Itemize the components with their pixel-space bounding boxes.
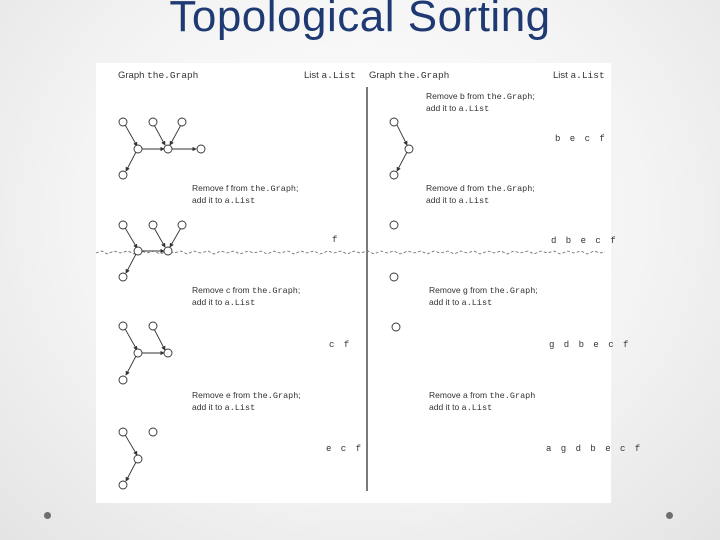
step-a-add: add it to [429, 402, 462, 412]
step-b-list: a.List [458, 104, 490, 114]
step-b-graph: the.Graph [486, 92, 533, 102]
graph-step-5 [390, 221, 398, 281]
left-list-header-prefix: List [304, 70, 322, 81]
step-b-instruction [426, 91, 535, 115]
step-c-add: add it to [192, 297, 225, 307]
step-e-add: add it to [192, 402, 225, 412]
step-d-semicolon: ; [532, 183, 535, 193]
list-value-step-d: d b e c f [551, 236, 618, 246]
graph-step-1 [119, 221, 186, 281]
step-a-instruction [429, 390, 535, 414]
graph-step-0 [119, 118, 205, 179]
list-value-step-b: b e c f [555, 134, 607, 144]
list-value-step-g: g d b e c f [549, 340, 631, 350]
slide-title: Topological Sorting [169, 0, 551, 41]
right-graph-header-prefix: Graph [369, 70, 399, 81]
graph-step-6 [392, 323, 400, 331]
step-g-remove: Remove g from [429, 285, 490, 295]
right-list-header [553, 70, 605, 81]
left-list-header-name: a.List [321, 70, 356, 81]
list-value-step-c: c f [329, 340, 352, 350]
step-e-remove: Remove e from [192, 390, 253, 400]
step-c-list: a.List [224, 298, 256, 308]
step-g-add: add it to [429, 297, 462, 307]
list-value-step-a: a g d b e c f [546, 444, 643, 454]
graph-drawings [96, 63, 611, 503]
step-f-graph: the.Graph [250, 184, 297, 194]
decorative-dot-icon [44, 512, 51, 519]
step-d-instruction [426, 183, 535, 207]
graph-step-2 [119, 322, 172, 384]
step-a-list: a.List [461, 403, 493, 413]
step-b-remove: Remove b from [426, 91, 487, 101]
step-d-add: add it to [426, 195, 459, 205]
step-f-remove: Remove f from [192, 183, 251, 193]
step-g-instruction [429, 285, 538, 309]
step-e-list: a.List [224, 403, 256, 413]
step-c-graph: the.Graph [252, 286, 298, 296]
left-graph-header-name: the.Graph [147, 70, 199, 81]
left-list-header [304, 70, 356, 81]
right-graph-header-name: the.Graph [398, 70, 450, 81]
step-a-graph: the.Graph [489, 391, 536, 401]
topological-sort-figure [96, 63, 643, 503]
right-list-header-prefix: List [553, 70, 571, 81]
list-value-step-f: f [332, 235, 340, 245]
graph-step-3 [119, 428, 157, 489]
step-f-semicolon: ; [296, 183, 299, 193]
list-value-step-e: e c f [326, 444, 364, 454]
left-graph-header-prefix: Graph [118, 70, 148, 81]
graph-step-4 [390, 118, 413, 179]
step-e-instruction [192, 390, 301, 414]
step-b-add: add it to [426, 103, 459, 113]
step-g-graph: the.Graph [489, 286, 536, 296]
right-list-header-name: a.List [570, 70, 605, 81]
step-g-list: a.List [461, 298, 493, 308]
left-graph-header [118, 70, 198, 81]
step-e-graph: the.Graph [252, 391, 299, 401]
step-f-list: a.List [224, 196, 256, 206]
decorative-dot-icon [666, 512, 673, 519]
step-a-remove: Remove a from [429, 390, 490, 400]
step-c-remove: Remove c from [192, 285, 252, 295]
step-b-semicolon: ; [532, 91, 535, 101]
step-d-graph: the.Graph [486, 184, 533, 194]
step-g-semicolon: ; [535, 285, 538, 295]
step-c-instruction [192, 285, 300, 309]
step-f-add: add it to [192, 195, 225, 205]
step-c-semicolon: ; [297, 285, 301, 295]
step-f-instruction [192, 183, 298, 207]
step-d-list: a.List [458, 196, 490, 206]
right-graph-header [369, 70, 449, 81]
step-e-semicolon: ; [298, 390, 301, 400]
step-d-remove: Remove d from [426, 183, 487, 193]
